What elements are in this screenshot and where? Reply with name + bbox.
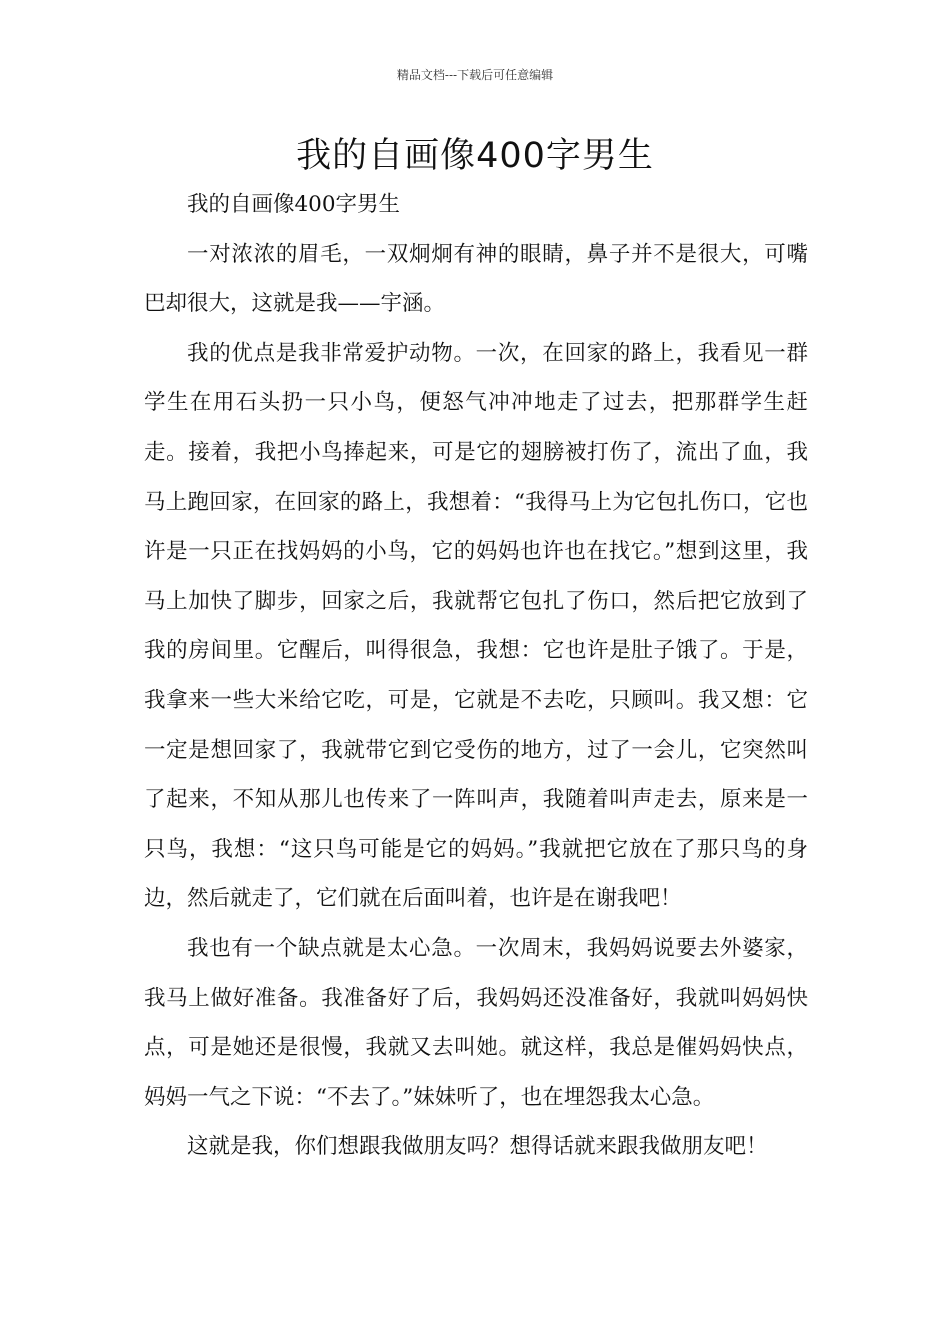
page-header: 精品文档---下载后可任意编辑 xyxy=(396,68,554,82)
document-body xyxy=(144,180,808,1172)
document-subtitle: 我的自画像400字男生 xyxy=(187,192,401,217)
paragraph: 一对浓浓的眉毛，一双炯炯有神的眼睛，鼻子并不是很大，可嘴巴却很大，这就是我——宇涵。 xyxy=(144,241,808,317)
document-title: 我的自画像400字男生 xyxy=(296,136,654,176)
paragraph: 我也有一个缺点就是太心急。一次周末，我妈妈说要去外婆家，我马上做好准备。我准备好了后，我妈妈还没准备好，我就叫妈妈快点，可是她还是很慢，我就又去叫她。就这样，我总是催妈妈快点，妈妈一气之下说：“不去了。”妹妹听了，也在埋怨我太心急。 xyxy=(144,935,808,1110)
paragraph: 这就是我，你们想跟我做朋友吗？想得话就来跟我做朋友吧！ xyxy=(187,1134,768,1160)
paragraph: 我的优点是我非常爱护动物。一次，在回家的路上，我看见一群学生在用石头扔一只小鸟，便怒气冲冲地走了过去，把那群学生赶走。接着，我把小鸟捧起来，可是它的翅膀被打伤了，流出了血，我马上跑回家，在回家的路上，我想着：“我得马上为它包扎伤口，它也许是一只正在找妈妈的小鸟，它的妈妈也许也在找它。”想到这里，我马上加快了脚步，回家之后，我就帮它包扎了伤口，然后把它放到了我的房间里。它醒后，叫得很急，我想：它也许是肚子饿了。于是，我拿来一些大米给它吃，可是，它就是不去吃，只顾叫。我又想：它一定是想回家了，我就带它到它受伤的地方，过了一会儿，它突然叫了起来，不知从那儿也传来了一阵叫声，我随着叫声走去，原来是一只鸟，我想：“这只鸟可能是它的妈妈。”我就把它放在了那只鸟的身边，然后就走了，它们就在后面叫着，也许是在谢我吧！ xyxy=(144,340,808,912)
